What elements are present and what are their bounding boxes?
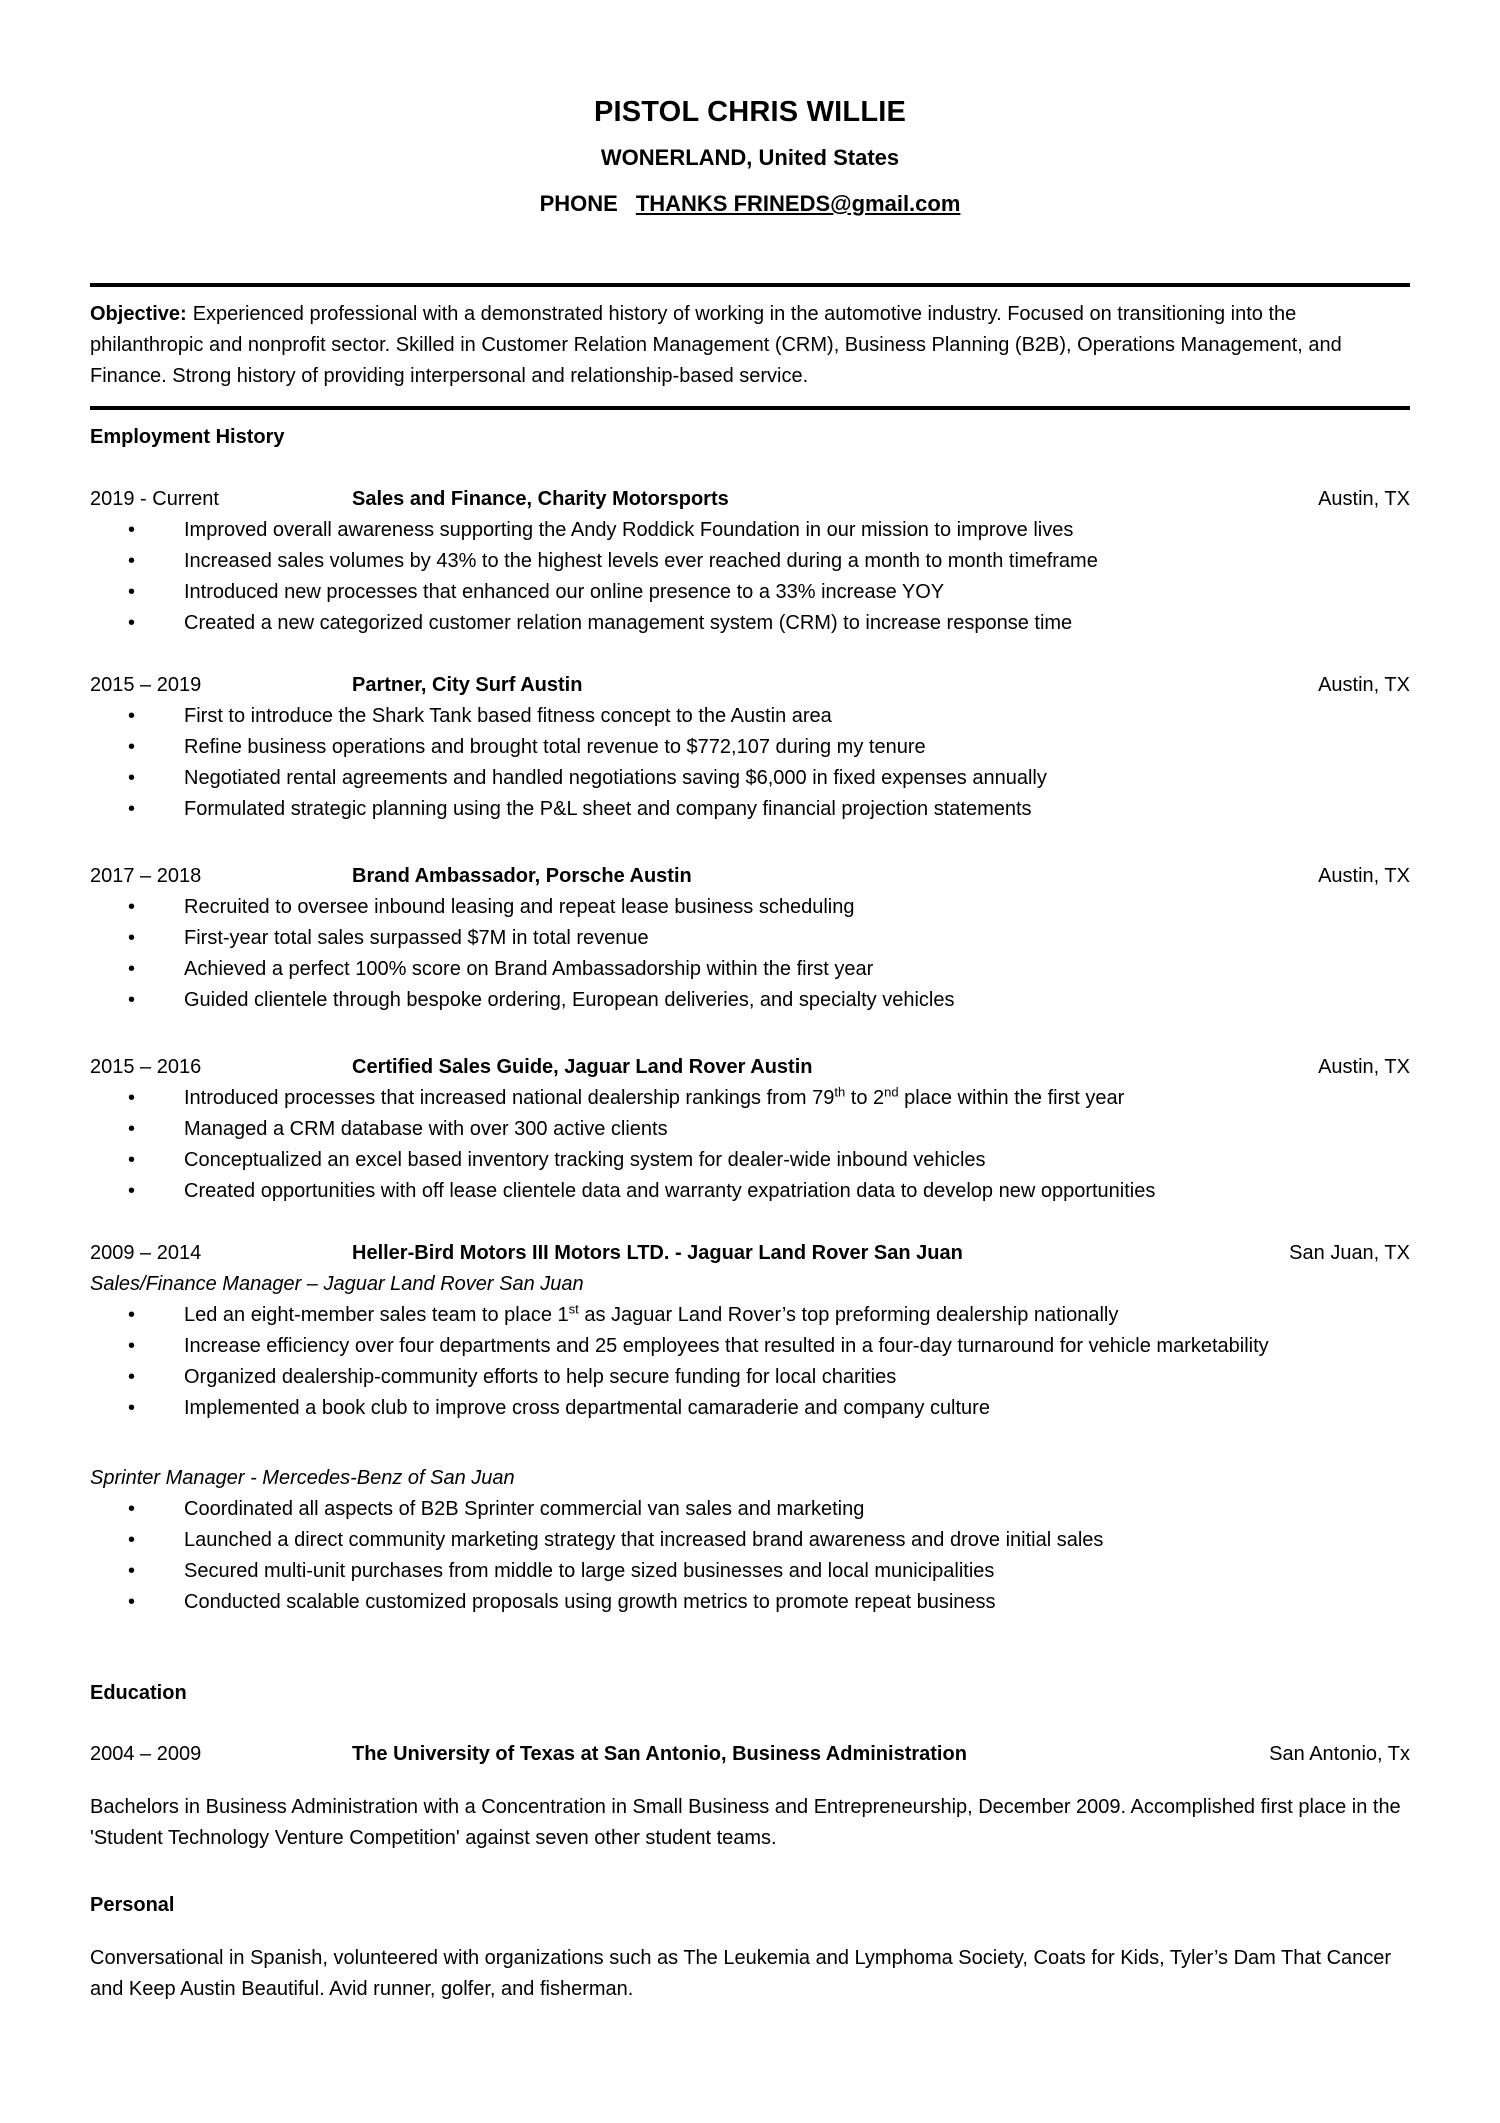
superscript-ordinal: th: [834, 1084, 846, 1100]
bullet-item: • Increased sales volumes by 43% to the highest levels ever reached during a month to month timeframe: [90, 546, 1410, 577]
job-location: Austin, TX: [1318, 865, 1410, 887]
job-title: Heller-Bird Motors III Motors LTD. - Jaguar Land Rover San Juan: [352, 1242, 963, 1264]
bullet-item: • Guided clientele through bespoke ordering, European deliveries, and specialty vehicles: [90, 985, 1410, 1016]
bullet-item: • Improved overall awareness supporting the Andy Roddick Foundation in our mission to improve lives: [90, 515, 1410, 546]
bullet-item: • First-year total sales surpassed $7M in total revenue: [90, 923, 1410, 954]
job-entry: [90, 670, 1410, 825]
job-bullet-list: [90, 1300, 1410, 1424]
superscript-ordinal: st: [568, 1301, 579, 1317]
bullet-text-part: to 2: [845, 1087, 885, 1109]
email-link[interactable]: THANKS FRINEDS@gmail.com: [635, 191, 961, 216]
job-title: Partner, City Surf Austin: [352, 674, 583, 696]
section-heading-education: Education: [90, 1682, 187, 1704]
bullet-item: • Coordinated all aspects of B2B Sprinter commercial van sales and marketing: [90, 1494, 1410, 1525]
bullet-item: • Achieved a perfect 100% score on Brand Ambassadorship within the first year: [90, 954, 1410, 985]
bullet-text-part: place within the first year: [898, 1087, 1125, 1109]
bullet-text-part: Introduced processes that increased national dealership rankings from 79: [184, 1087, 835, 1109]
education-location: San Antonio, Tx: [1269, 1743, 1410, 1765]
bullet-item: • Created a new categorized customer relation management system (CRM) to increase response time: [90, 608, 1410, 639]
job-bullet-list: [90, 515, 1410, 639]
education-dates: 2004 – 2009: [90, 1743, 202, 1765]
objective-paragraph: [90, 299, 1410, 392]
bullet-text-part: as Jaguar Land Rover’s top preforming dealership nationally: [578, 1304, 1119, 1326]
bullet-item: • Implemented a book club to improve cross departmental camaraderie and company culture: [90, 1393, 1410, 1424]
job-dates: 2019 - Current: [90, 488, 219, 510]
superscript-ordinal: nd: [884, 1084, 899, 1100]
phone-label: PHONE: [539, 191, 618, 216]
bullet-item: • Secured multi-unit purchases from middle to large sized businesses and local municipalities: [90, 1556, 1410, 1587]
job-location: Austin, TX: [1318, 1056, 1410, 1078]
job-entry: [90, 861, 1410, 1016]
job-dates: 2015 – 2016: [90, 1056, 202, 1078]
job-header: [90, 484, 1410, 515]
education-description: Bachelors in Business Administration with a Concentration in Small Business and Entrepreneurship, December 2009. Accomplished first place in the 'Student Technology Venture Competition' against seven other student teams.: [90, 1796, 1401, 1849]
job-location: San Juan, TX: [1289, 1242, 1410, 1264]
bullet-item: • Increase efficiency over four departments and 25 employees that resulted in a four-day turnaround for vehicle marketability: [90, 1331, 1410, 1362]
job-header: [90, 670, 1410, 701]
bullet-item: • Conceptualized an excel based inventory tracking system for dealer-wide inbound vehicles: [90, 1145, 1410, 1176]
job-header: [90, 1052, 1410, 1083]
job-title: Certified Sales Guide, Jaguar Land Rover Austin: [352, 1056, 813, 1078]
job-location: Austin, TX: [1318, 488, 1410, 510]
personal-description: Conversational in Spanish, volunteered with organizations such as The Leukemia and Lymphoma Society, Coats for Kids, Tyler’s Dam That Cancer and Keep Austin Beautiful. Avid runner, golfer, and fisherman.: [90, 1947, 1392, 2000]
bullet-item: • Launched a direct community marketing strategy that increased brand awareness and drove initial sales: [90, 1525, 1410, 1556]
bullet-item: • Managed a CRM database with over 300 active clients: [90, 1114, 1410, 1145]
resume-name: PISTOL CHRIS WILLIE: [593, 96, 907, 128]
job-dates: 2015 – 2019: [90, 674, 202, 696]
job-bullet-list: [90, 1083, 1410, 1207]
job-bullet-list: [90, 1494, 1410, 1618]
bullet-item: • Negotiated rental agreements and handled negotiations saving $6,000 in fixed expenses annually: [90, 763, 1410, 794]
divider-top: [90, 283, 1410, 287]
section-heading-personal: Personal: [90, 1894, 175, 1916]
bullet-item: • First to introduce the Shark Tank based fitness concept to the Austin area: [90, 701, 1410, 732]
job-entry: [90, 1238, 1410, 1618]
bullet-item: • Conducted scalable customized proposals using growth metrics to promote repeat business: [90, 1587, 1410, 1618]
job-dates: 2009 – 2014: [90, 1242, 202, 1264]
job-role-subtitle: Sales/Finance Manager – Jaguar Land Rover San Juan: [90, 1273, 584, 1295]
objective-text: Experienced professional with a demonstrated history of working in the automotive industry. Focused on transitioning into the philanthropic and nonprofit sector. Skilled in Customer Relation Management (CRM), Business Planning (B2B), Operations Management, and Finance. Strong history of providing interpersonal and relationship-based service.: [90, 303, 1342, 387]
bullet-item: • Organized dealership-community efforts to help secure funding for local charities: [90, 1362, 1410, 1393]
bullet-item: [90, 1083, 1410, 1114]
job-title: Sales and Finance, Charity Motorsports: [352, 488, 729, 510]
job-role-subtitle: Sprinter Manager - Mercedes-Benz of San Juan: [90, 1467, 515, 1489]
section-heading-employment: Employment History: [90, 426, 285, 448]
contact-location: WONERLAND, United States: [600, 145, 900, 170]
education-entry: [90, 1739, 1410, 1770]
job-bullet-list: [90, 892, 1410, 1016]
bullet-item: • Created opportunities with off lease clientele data and warranty expatriation data to develop new opportunities: [90, 1176, 1410, 1207]
objective-label: Objective:: [90, 303, 187, 325]
job-location: Austin, TX: [1318, 674, 1410, 696]
bullet-item: • Formulated strategic planning using the P&L sheet and company financial projection statements: [90, 794, 1410, 825]
job-dates: 2017 – 2018: [90, 865, 202, 887]
job-header: [90, 1238, 1410, 1269]
job-bullet-list: [90, 701, 1410, 825]
contact-line: [90, 191, 1410, 217]
job-header: [90, 861, 1410, 892]
bullet-item: • Recruited to oversee inbound leasing and repeat lease business scheduling: [90, 892, 1410, 923]
job-title: Brand Ambassador, Porsche Austin: [352, 865, 692, 887]
education-title: The University of Texas at San Antonio, Business Administration: [352, 1743, 967, 1765]
job-entry: [90, 484, 1410, 639]
job-entry: [90, 1052, 1410, 1207]
divider-objective: [90, 406, 1410, 410]
bullet-item: • Introduced new processes that enhanced our online presence to a 33% increase YOY: [90, 577, 1410, 608]
bullet-item: • Refine business operations and brought total revenue to $772,107 during my tenure: [90, 732, 1410, 763]
bullet-text-part: Led an eight-member sales team to place 1: [184, 1304, 569, 1326]
resume-header: [90, 95, 1410, 217]
bullet-item: [90, 1300, 1410, 1331]
